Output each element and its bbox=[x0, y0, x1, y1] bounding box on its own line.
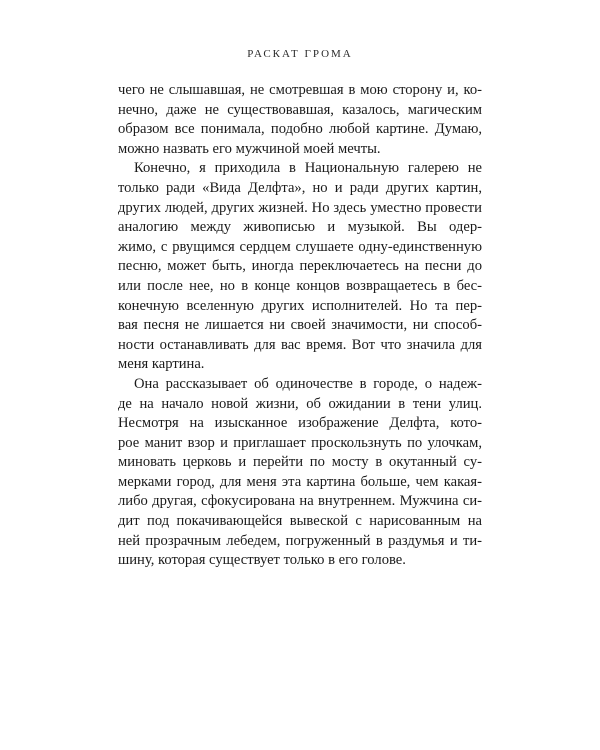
text-line: или после нее, но в конце концов возвращаетесь в бес- bbox=[118, 277, 482, 294]
text-line: аналогию между живописью и музыкой. Вы одер- bbox=[118, 219, 482, 236]
text-line: шину, которая существует только в его голове. bbox=[118, 552, 406, 569]
text-line: Она рассказывает об одиночестве в городе, о надеж- bbox=[134, 375, 482, 392]
text-line: де на начало новой жизни, об ожидании в тени улиц. bbox=[118, 395, 482, 412]
text-line: образом все понимала, подобно любой картине. Думаю, bbox=[118, 121, 482, 138]
paragraph-3 bbox=[118, 375, 482, 571]
text-line: Несмотря на изысканное изображение Делфта, кото- bbox=[118, 415, 482, 432]
text-line: чего не слышавшая, не смотревшая в мою сторону и, ко- bbox=[118, 82, 482, 98]
paragraph-1 bbox=[118, 81, 482, 159]
text-line: нечно, даже не существовавшая, казалось, магическим bbox=[118, 101, 482, 118]
running-head: РАСКАТ ГРОМА bbox=[247, 48, 353, 60]
text-line: песню, может быть, иногда переключаетесь на песни до bbox=[118, 258, 482, 275]
text-line: других людей, других жизней. Но здесь уместно провести bbox=[118, 199, 482, 216]
text-line: вая песня не лишается ни своей значимости, ни способ- bbox=[118, 317, 482, 334]
text-line: дит под покачивающейся вывеской с нарисованным на bbox=[118, 513, 482, 530]
text-line: миновать церковь и перейти по мосту в окутанный су- bbox=[118, 454, 482, 471]
text-line: ней прозрачным лебедем, погруженный в раздумья и ти- bbox=[118, 532, 482, 549]
paragraph-2 bbox=[118, 159, 482, 375]
text-line: либо другая, сфокусирована на внутреннем. Мужчина си- bbox=[118, 493, 482, 510]
text-line: меня картина. bbox=[118, 356, 205, 373]
text-line: ности останавливать для вас время. Вот что значила для bbox=[118, 336, 482, 353]
text-line: можно назвать его мужчиной моей мечты. bbox=[118, 140, 381, 157]
text-line: конечную вселенную других исполнителей. Но та пер- bbox=[118, 297, 482, 314]
text-line: Конечно, я приходила в Национальную галерею не bbox=[134, 160, 482, 177]
text-line: жимо, с рвущимся сердцем слушаете одну-единственную bbox=[118, 238, 482, 255]
body-text bbox=[118, 81, 482, 571]
text-line: только ради «Вида Делфта», но и ради других картин, bbox=[118, 179, 482, 196]
text-line: рое манит взор и приглашает проскользнуть по улочкам, bbox=[118, 434, 482, 451]
text-line: мерками город, для меня эта картина больше, чем какая- bbox=[118, 473, 482, 490]
